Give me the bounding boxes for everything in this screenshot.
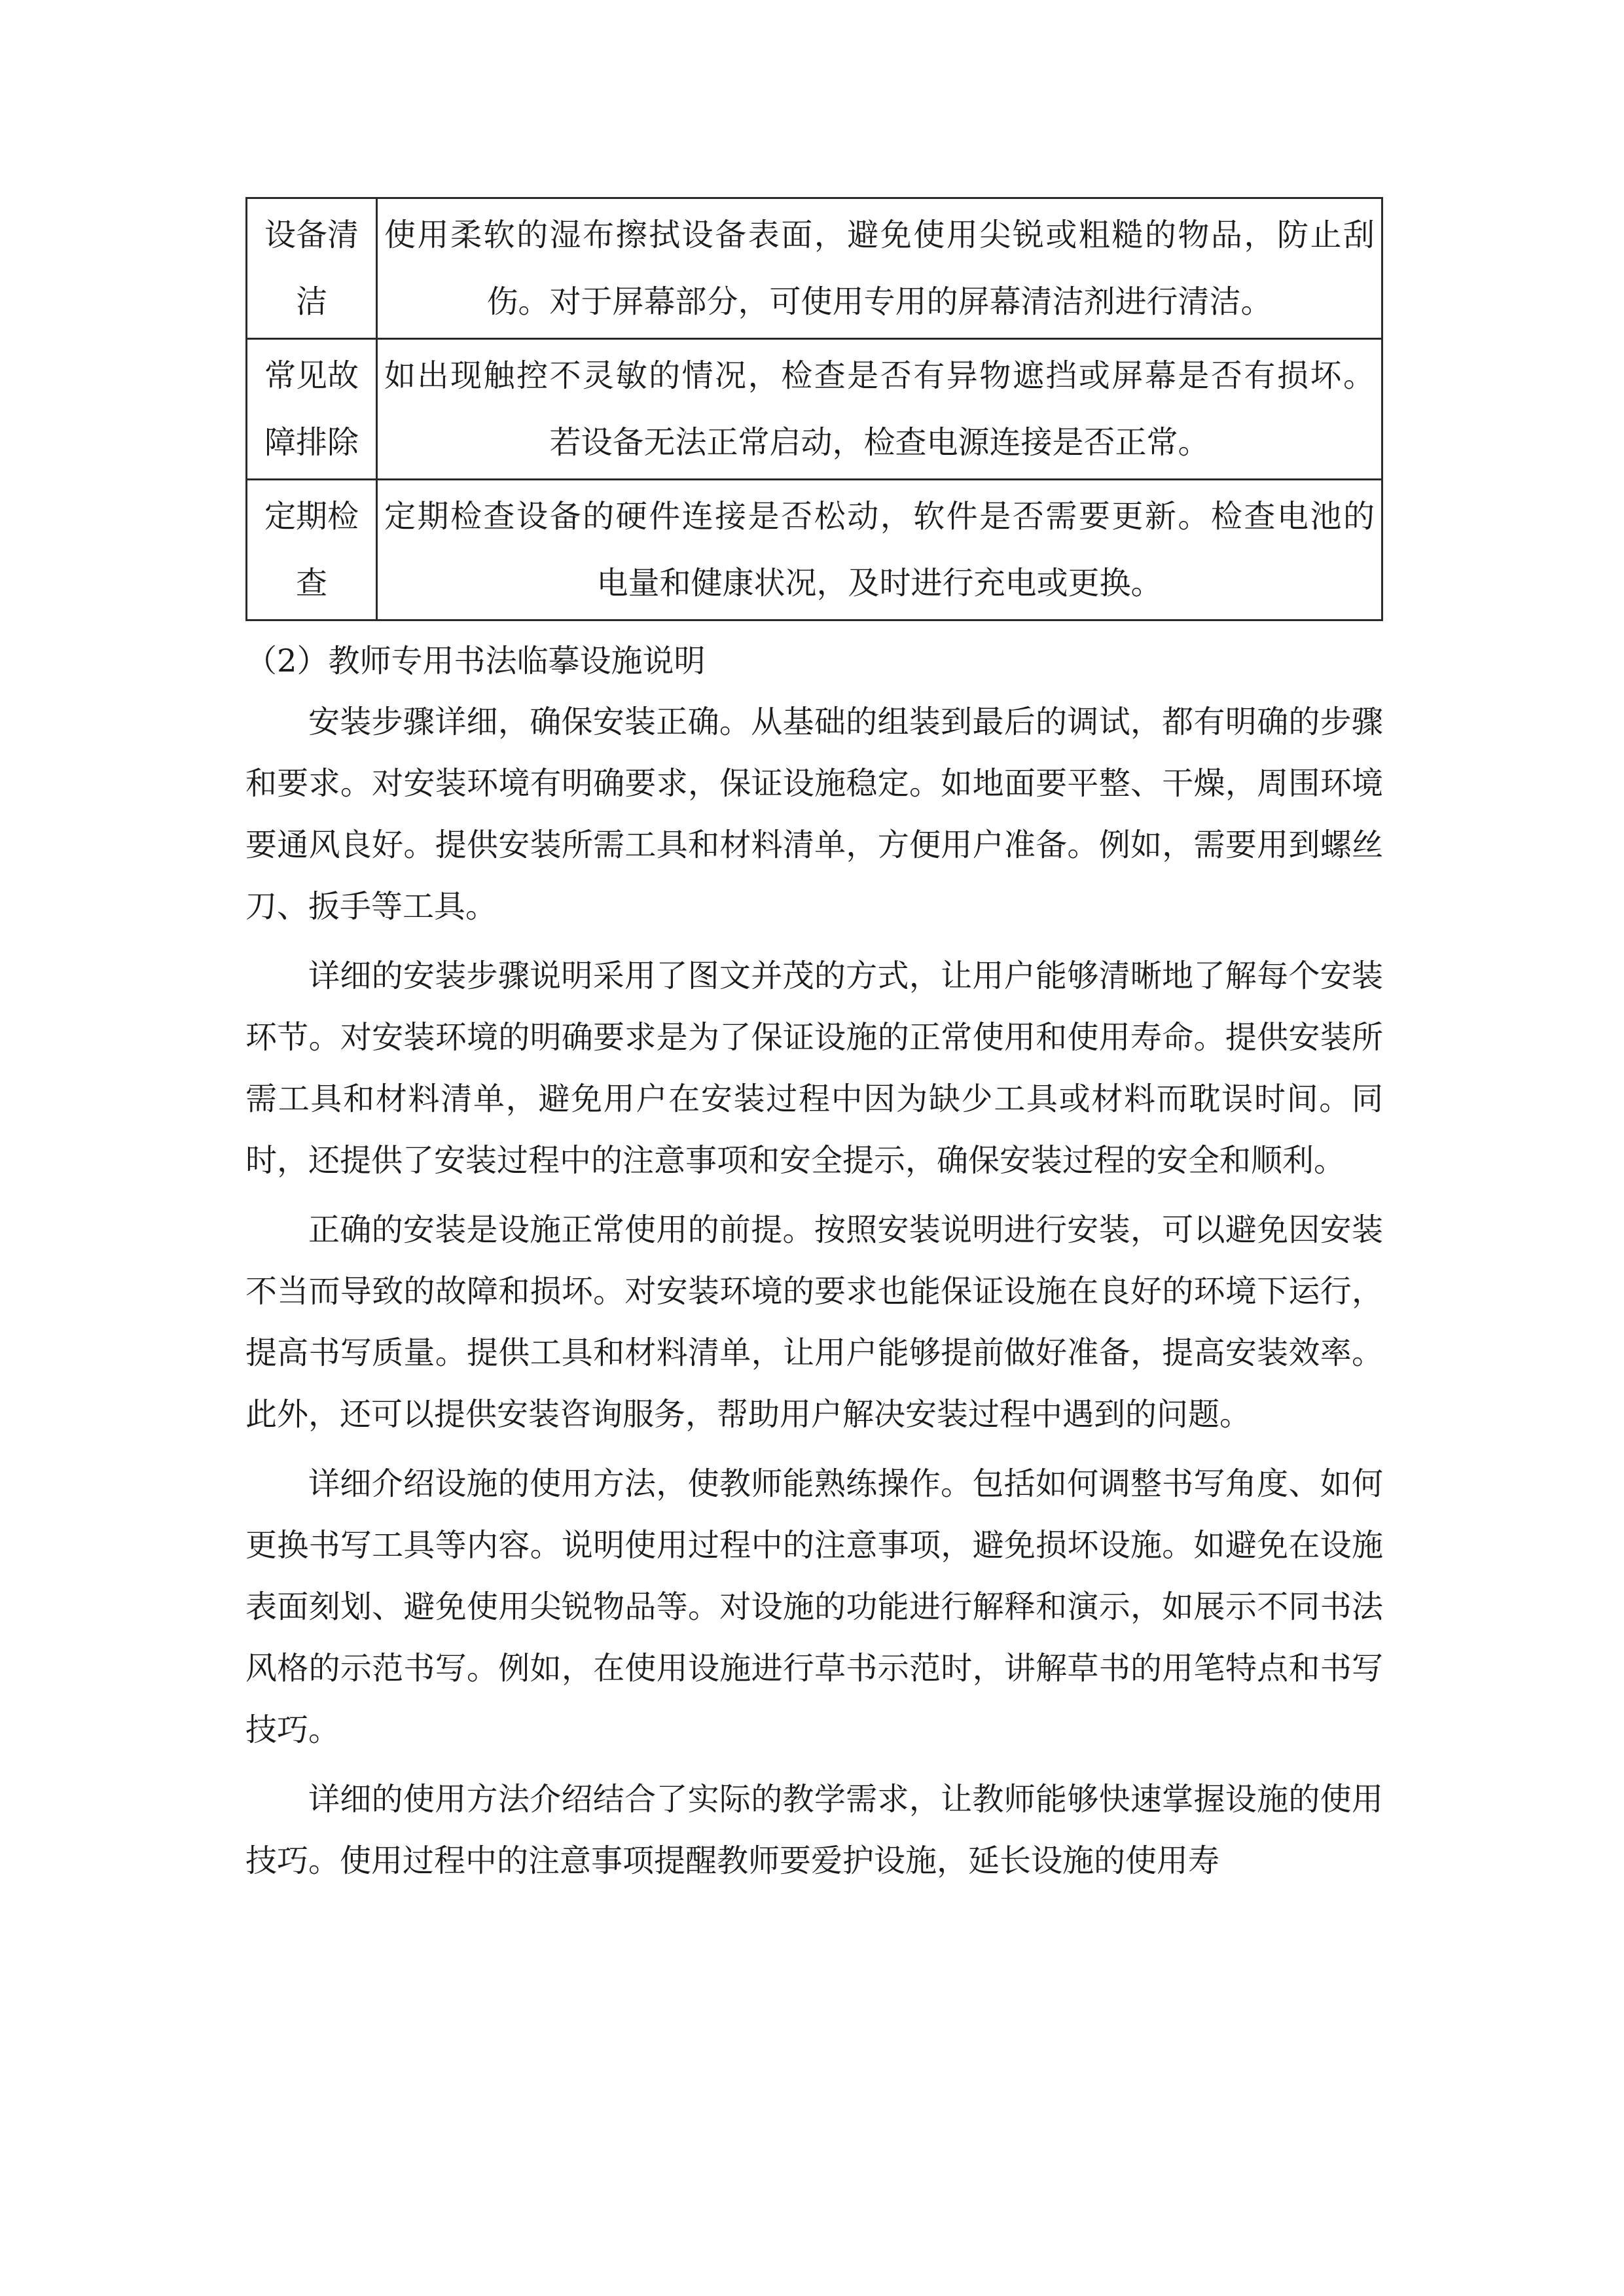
body-paragraph: 详细的安装步骤说明采用了图文并茂的方式，让用户能够清晰地了解每个安装环节。对安装环境的明确要求是为了保证设施的正常使用和使用寿命。提供安装所需工具和材料清单，避免用户在安装过程中因为缺少工具或材料而耽误时间。同时，还提供了安装过程中的注意事项和安全提示，确保安装过程的安全和顺利。 xyxy=(245,958,1383,1179)
row-content-line: 若设备无法正常启动，检查电源连接是否正常。 xyxy=(549,424,1210,461)
row-content-line: 电量和健康状况，及时进行充电或更换。 xyxy=(596,565,1163,601)
row-label-line: 设备清 xyxy=(264,217,359,253)
row-content-line: 使用柔软的湿布擦拭设备表面，避免使用尖锐或粗糙的物品，防止刮 xyxy=(384,217,1375,253)
row-content-line: 如出现触控不灵敏的情况，检查是否有异物遮挡或屏幕是否有损坏。 xyxy=(384,357,1375,394)
row-label-line: 障排除 xyxy=(264,424,359,461)
row-content-cleaning xyxy=(377,198,1382,339)
row-label-inspection xyxy=(247,480,377,620)
row-content-troubleshooting xyxy=(377,339,1382,480)
row-label-troubleshooting xyxy=(247,339,377,480)
section-body xyxy=(245,691,1383,1899)
body-paragraph: 详细介绍设施的使用方法，使教师能熟练操作。包括如何调整书写角度、如何更换书写工具等内容。说明使用过程中的注意事项，避免损坏设施。如避免在设施表面刻划、避免使用尖锐物品等。对设施的功能进行解释和演示，如展示不同书法风格的示范书写。例如，在使用设施进行草书示范时，讲解草书的用笔特点和书写技巧。 xyxy=(245,1465,1383,1748)
maintenance-table xyxy=(245,197,1383,621)
row-label-line: 查 xyxy=(295,565,327,601)
row-label-line: 常见故 xyxy=(264,357,359,394)
row-content-inspection xyxy=(377,480,1382,620)
table-row xyxy=(247,339,1382,480)
section-heading: （2）教师专用书法临摹设施说明 xyxy=(245,643,706,679)
body-paragraph: 正确的安装是设施正常使用的前提。按照安装说明进行安装，可以避免因安装不当而导致的故障和损坏。对安装环境的要求也能保证设施在良好的环境下运行，提高书写质量。提供工具和材料清单，让用户能够提前做好准备，提高安装效率。此外，还可以提供安装咨询服务，帮助用户解决安装过程中遇到的问题。 xyxy=(245,1211,1383,1433)
table-row xyxy=(247,480,1382,620)
row-content-line: 伤。对于屏幕部分，可使用专用的屏幕清洁剂进行清洁。 xyxy=(486,283,1272,320)
row-label-line: 洁 xyxy=(295,283,327,320)
row-label-line: 定期检 xyxy=(264,498,359,535)
row-content-line: 定期检查设备的硬件连接是否松动，软件是否需要更新。检查电池的 xyxy=(384,498,1375,535)
body-paragraph: 安装步骤详细，确保安装正确。从基础的组装到最后的调试，都有明确的步骤和要求。对安装环境有明确要求，保证设施稳定。如地面要平整、干燥，周围环境要通风良好。提供安装所需工具和材料清单，方便用户准备。例如，需要用到螺丝刀、扳手等工具。 xyxy=(245,704,1383,925)
row-label-cleaning xyxy=(247,198,377,339)
table-row xyxy=(247,198,1382,339)
body-paragraph: 详细的使用方法介绍结合了实际的教学需求，让教师能够快速掌握设施的使用技巧。使用过程中的注意事项提醒教师要爱护设施，延长设施的使用寿 xyxy=(245,1781,1383,1879)
